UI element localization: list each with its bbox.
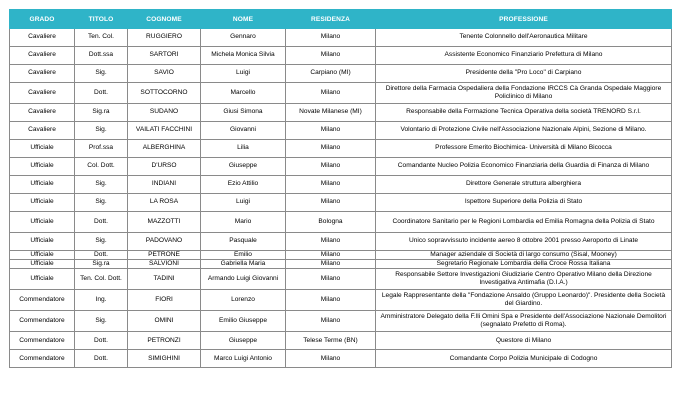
cell-nome: Ezio Attilio [201, 176, 286, 194]
cell-residenza: Milano [286, 47, 376, 65]
cell-professione: Ispettore Superiore della Polizia di Stato [376, 194, 672, 212]
cell-residenza: Milano [286, 140, 376, 158]
table-row [10, 47, 672, 65]
honors-table [9, 9, 672, 368]
table-row [10, 350, 672, 368]
cell-titolo: Dott. [75, 83, 128, 104]
table-row [10, 233, 672, 251]
cell-residenza: Milano [286, 233, 376, 251]
cell-nome: Giuseppe [201, 158, 286, 176]
cell-residenza: Milano [286, 83, 376, 104]
table-row [10, 290, 672, 311]
cell-residenza: Milano [286, 260, 376, 269]
cell-grado: Ufficiale [10, 176, 75, 194]
cell-cognome: FIORI [128, 290, 201, 311]
cell-titolo: Dott. [75, 212, 128, 233]
cell-nome: Marcello [201, 83, 286, 104]
cell-titolo: Dott. [75, 350, 128, 368]
cell-professione: Presidente della "Pro Loco" di Carpiano [376, 65, 672, 83]
table-row [10, 260, 672, 269]
cell-grado: Commendatore [10, 290, 75, 311]
cell-residenza: Milano [286, 176, 376, 194]
cell-professione: Comandante Nucleo Polizia Economico Finanziaria della Guardia di Finanza di Milano [376, 158, 672, 176]
table-row [10, 269, 672, 290]
cell-grado: Ufficiale [10, 269, 75, 290]
cell-residenza: Milano [286, 251, 376, 260]
table-row [10, 332, 672, 350]
cell-nome: Giovanni [201, 122, 286, 140]
table-row [10, 29, 672, 47]
cell-titolo: Dott.ssa [75, 47, 128, 65]
cell-titolo: Sig. [75, 65, 128, 83]
cell-professione: Coordinatore Sanitario per le Regioni Lombardia ed Emilia Romagna della Polizia di Stato [376, 212, 672, 233]
cell-titolo: Ten. Col. [75, 29, 128, 47]
cell-grado: Ufficiale [10, 251, 75, 260]
table-row [10, 311, 672, 332]
cell-residenza: Milano [286, 122, 376, 140]
cell-nome: Michela Monica Silvia [201, 47, 286, 65]
cell-residenza: Milano [286, 269, 376, 290]
cell-cognome: MAZZOTTI [128, 212, 201, 233]
table-row [10, 158, 672, 176]
cell-nome: Mario [201, 212, 286, 233]
cell-grado: Ufficiale [10, 233, 75, 251]
header-residenza: RESIDENZA [286, 10, 376, 29]
cell-nome: Gabriella Maria [201, 260, 286, 269]
cell-titolo: Sig. [75, 194, 128, 212]
cell-titolo: Sig. [75, 233, 128, 251]
cell-cognome: PETRONE [128, 251, 201, 260]
table-row [10, 176, 672, 194]
cell-nome: Armando Luigi Giovanni [201, 269, 286, 290]
cell-residenza: Carpiano (MI) [286, 65, 376, 83]
cell-professione: Questore di Milano [376, 332, 672, 350]
table-body [10, 29, 672, 368]
table-header-row [10, 10, 672, 29]
cell-professione: Assistente Economico Finanziario Prefettura di Milano [376, 47, 672, 65]
cell-grado: Commendatore [10, 311, 75, 332]
cell-nome: Emilio [201, 251, 286, 260]
table-row [10, 212, 672, 233]
cell-titolo: Dott. [75, 251, 128, 260]
header-grado: GRADO [10, 10, 75, 29]
cell-nome: Giuseppe [201, 332, 286, 350]
cell-residenza: Milano [286, 29, 376, 47]
cell-cognome: ALBERGHINA [128, 140, 201, 158]
cell-grado: Ufficiale [10, 260, 75, 269]
cell-professione: Unico sopravvissuto incidente aereo 8 ottobre 2001 presso Aeroporto di Linate [376, 233, 672, 251]
table-row [10, 194, 672, 212]
cell-cognome: OMINI [128, 311, 201, 332]
cell-grado: Commendatore [10, 350, 75, 368]
cell-residenza: Milano [286, 311, 376, 332]
cell-grado: Ufficiale [10, 212, 75, 233]
header-cognome: COGNOME [128, 10, 201, 29]
cell-nome: Lilia [201, 140, 286, 158]
cell-titolo: Sig. [75, 176, 128, 194]
cell-professione: Professore Emerito Biochimica- Università di Milano Bicocca [376, 140, 672, 158]
cell-cognome: VAILATI FACCHINI [128, 122, 201, 140]
cell-cognome: SIMIGHINI [128, 350, 201, 368]
cell-cognome: PADOVANO [128, 233, 201, 251]
cell-nome: Luigi [201, 194, 286, 212]
cell-professione: Amministratore Delegato della F.lli Omini Spa e Presidente dell'Associazione Nazionale Demolitori (segnalato Prefetto di Roma). [376, 311, 672, 332]
cell-cognome: RUGGIERO [128, 29, 201, 47]
cell-professione: Legale Rappresentante della "Fondazione Ansaldo (Gruppo Leonardo)". Presidente della Società del Giardino. [376, 290, 672, 311]
cell-titolo: Sig. [75, 122, 128, 140]
table-row [10, 122, 672, 140]
cell-nome: Gennaro [201, 29, 286, 47]
table-row [10, 65, 672, 83]
cell-nome: Marco Luigi Antonio [201, 350, 286, 368]
cell-nome: Emilio Giuseppe [201, 311, 286, 332]
cell-professione: Volontario di Protezione Civile nell'Associazione Nazionale Alpini, Sezione di Milano. [376, 122, 672, 140]
cell-nome: Giusi Simona [201, 104, 286, 122]
cell-professione: Comandante Corpo Polizia Municipale di Codogno [376, 350, 672, 368]
cell-grado: Cavaliere [10, 83, 75, 104]
cell-professione: Responsabile Settore Investigazioni Giudiziarie Centro Operativo Milano della Direzione Investigativa Antimafia (D.I.A.) [376, 269, 672, 290]
table-row [10, 140, 672, 158]
cell-titolo: Ing. [75, 290, 128, 311]
cell-cognome: SALVIONI [128, 260, 201, 269]
cell-titolo: Ten. Col. Dott. [75, 269, 128, 290]
cell-titolo: Sig.ra [75, 260, 128, 269]
header-nome: NOME [201, 10, 286, 29]
cell-residenza: Telese Terme (BN) [286, 332, 376, 350]
cell-cognome: SOTTOCORNO [128, 83, 201, 104]
cell-nome: Lorenzo [201, 290, 286, 311]
cell-grado: Ufficiale [10, 140, 75, 158]
cell-cognome: PETRONZI [128, 332, 201, 350]
cell-titolo: Col. Dott. [75, 158, 128, 176]
cell-residenza: Bologna [286, 212, 376, 233]
table-row [10, 251, 672, 260]
cell-cognome: SUDANO [128, 104, 201, 122]
cell-grado: Commendatore [10, 332, 75, 350]
cell-cognome: SAVIO [128, 65, 201, 83]
cell-grado: Cavaliere [10, 47, 75, 65]
cell-residenza: Milano [286, 194, 376, 212]
cell-professione: Manager aziendale di Società di largo consumo (Sisal, Mooney) [376, 251, 672, 260]
header-professione: PROFESSIONE [376, 10, 672, 29]
cell-titolo: Dott. [75, 332, 128, 350]
cell-grado: Cavaliere [10, 65, 75, 83]
cell-cognome: TADINI [128, 269, 201, 290]
cell-titolo: Sig. [75, 311, 128, 332]
cell-grado: Cavaliere [10, 29, 75, 47]
cell-cognome: SARTORI [128, 47, 201, 65]
cell-grado: Cavaliere [10, 122, 75, 140]
cell-grado: Ufficiale [10, 194, 75, 212]
cell-professione: Responsabile della Formazione Tecnica Operativa della società TRENORD S.r.l. [376, 104, 672, 122]
cell-grado: Ufficiale [10, 158, 75, 176]
cell-titolo: Prof.ssa [75, 140, 128, 158]
cell-nome: Pasquale [201, 233, 286, 251]
cell-cognome: D'URSO [128, 158, 201, 176]
cell-residenza: Milano [286, 290, 376, 311]
header-titolo: TITOLO [75, 10, 128, 29]
cell-professione: Segretario Regionale Lombardia della Croce Rossa Italiana [376, 260, 672, 269]
cell-professione: Direttore Generale struttura alberghiera [376, 176, 672, 194]
cell-residenza: Novate Milanese (MI) [286, 104, 376, 122]
cell-professione: Direttore della Farmacia Ospedaliera della Fondazione IRCCS Cà Granda Ospedale Maggiore Policlinico di Milano [376, 83, 672, 104]
cell-nome: Luigi [201, 65, 286, 83]
table-row [10, 104, 672, 122]
cell-cognome: LA ROSA [128, 194, 201, 212]
cell-residenza: Milano [286, 158, 376, 176]
table-row [10, 83, 672, 104]
cell-titolo: Sig.ra [75, 104, 128, 122]
cell-professione: Tenente Colonnello dell'Aeronautica Militare [376, 29, 672, 47]
cell-cognome: INDIANI [128, 176, 201, 194]
cell-residenza: Milano [286, 350, 376, 368]
cell-grado: Cavaliere [10, 104, 75, 122]
